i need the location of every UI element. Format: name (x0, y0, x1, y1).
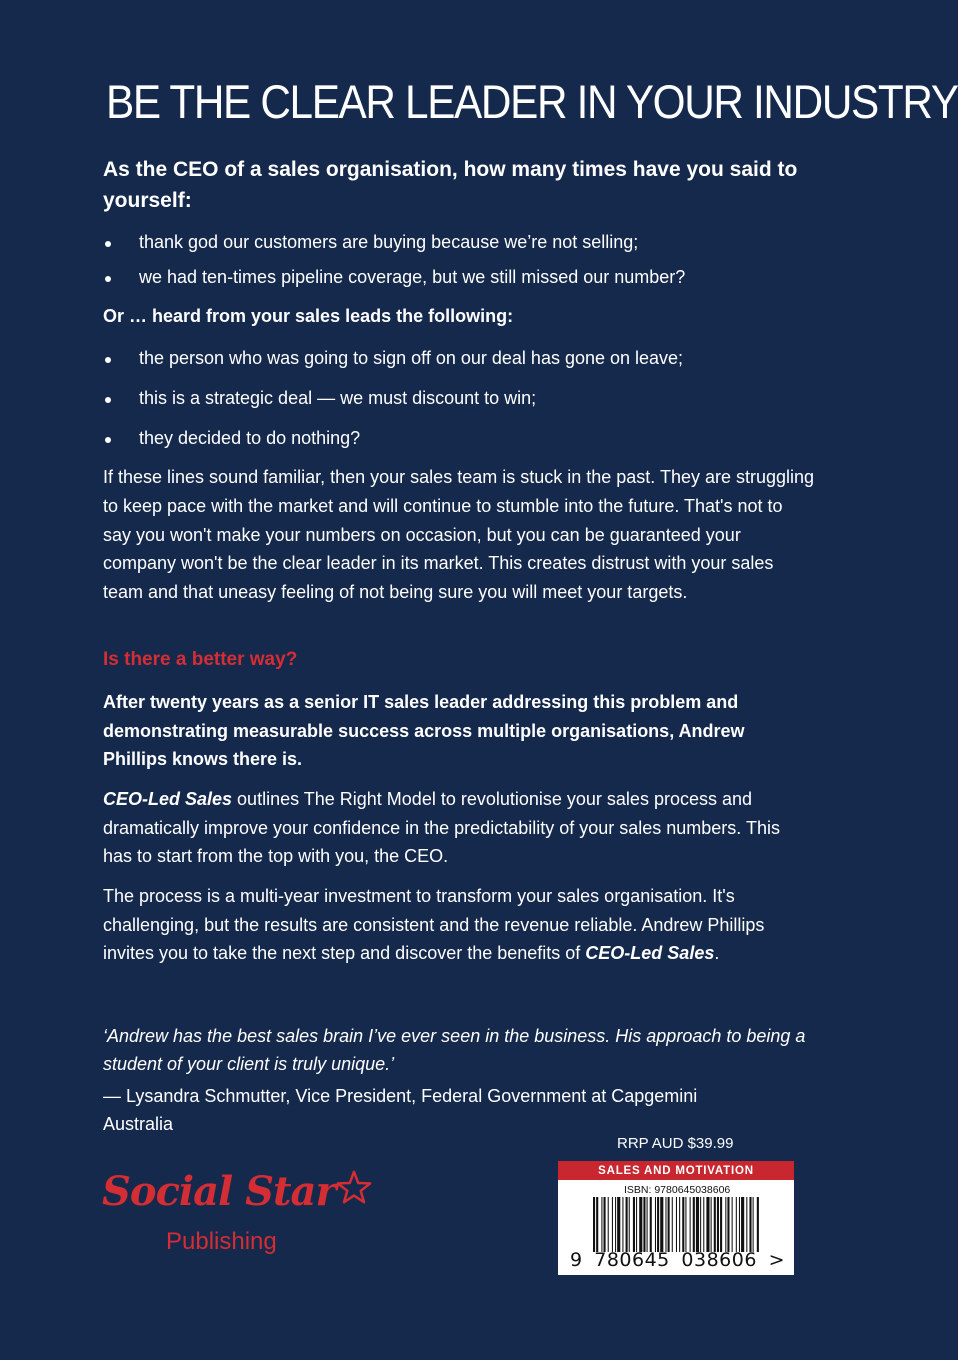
author-paragraph: After twenty years as a senior IT sales leader addressing this problem and demonstrating measurable success across multiple organisations, Andrew Phillips knows there is. (103, 692, 745, 769)
ceo-thoughts-list (103, 230, 803, 300)
list-item: thank god our customers are buying because we’re not selling; (103, 230, 803, 254)
ean-left-group: 780645 (594, 1249, 670, 1271)
ean-quiet-zone-marker: > (768, 1249, 785, 1271)
list-item: the person who was going to sign off on our deal has gone on leave; (103, 346, 803, 370)
star-outline-icon (336, 1170, 372, 1204)
sales-leads-list (103, 346, 803, 466)
list-item: they decided to do nothing? (103, 426, 803, 450)
process-end: . (714, 943, 720, 963)
book-title: CEO-Led Sales (585, 943, 715, 963)
familiar-paragraph: If these lines sound familiar, then your sales team is stuck in the past. They are struggling to keep pace with the market and will continue to stumble into the future. That's not to say you won't make your numbers on occasion, but you can be guaranteed your company won't be the clear leader in its market. This creates distrust with your sales team and that uneasy feeling of not being sure you will meet your targets. (103, 467, 815, 603)
ean-prefix: 9 (570, 1249, 583, 1271)
outline-text: outlines The Right Model to revolutionise your sales process and dramatically improve your confidence in the predictability of your sales numbers. This has to start from the top with you, the CEO. (103, 789, 780, 866)
leads-heading: Or … heard from your sales leads the following: (103, 306, 514, 326)
outline-paragraph (103, 785, 803, 871)
category-banner: SALES AND MOTIVATION (558, 1161, 794, 1180)
testimonial-attribution: — Lysandra Schmutter, Vice President, Federal Government at Capgemini Australia (103, 1086, 698, 1134)
isbn-barcode-panel (558, 1161, 794, 1275)
price-label: RRP AUD $39.99 (617, 1135, 734, 1152)
ean-digits (570, 1249, 785, 1271)
publisher-logo (100, 1168, 380, 1268)
publisher-name: Social Star (102, 1168, 336, 1215)
book-title: CEO-Led Sales (103, 789, 233, 809)
ean-right-group: 038606 (681, 1249, 757, 1271)
list-item: we had ten-times pipeline coverage, but we still missed our number? (103, 265, 803, 289)
lead-question: As the CEO of a sales organisation, how many times have you said to yourself: (103, 158, 798, 212)
testimonial-quote: ‘Andrew has the best sales brain I’ve ever seen in the business. His approach to being a student of your client is truly unique.’ (103, 1026, 806, 1074)
page-title: BE THE CLEAR LEADER IN YOUR INDUSTRY (106, 75, 958, 128)
better-way-question: Is there a better way? (103, 649, 298, 670)
isbn-label: ISBN: 9780645038606 (624, 1184, 731, 1196)
publisher-sub: Publishing (166, 1228, 277, 1255)
list-item: this is a strategic deal — we must discount to win; (103, 386, 803, 410)
barcode-bars (593, 1197, 759, 1252)
process-paragraph (103, 882, 803, 968)
process-text: The process is a multi-year investment to transform your sales organisation. It's challenging, but the results are consistent and the revenue reliable. Andrew Phillips invites you to take the next step and discover the benefits of (103, 886, 765, 963)
